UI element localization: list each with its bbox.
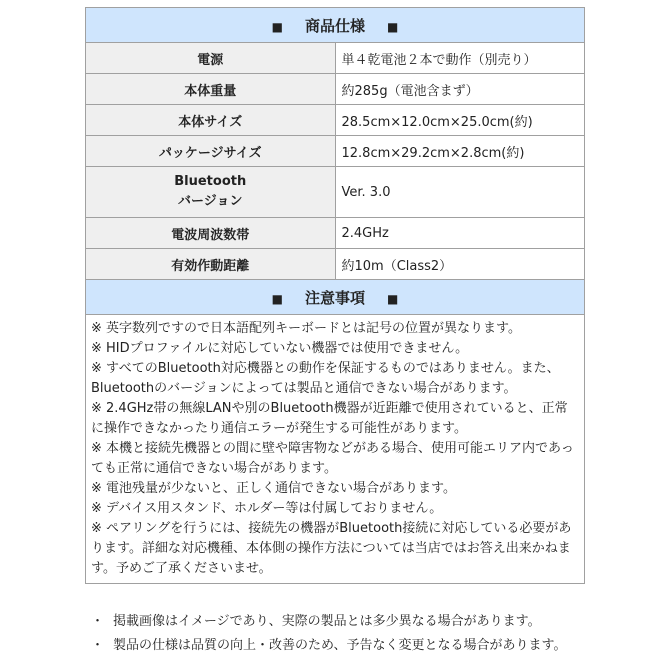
footnote-text: 製品の仕様は品質の向上・改善のため、予告なく変更となる場合があります。 [113,638,567,653]
spec-section-header [86,8,585,43]
square-marker-icon: ■ [271,19,283,34]
note-item: ※ 2.4GHz帯の無線LANや別のBluetooth機器が近距離で使用されていると、正常に操作できなかったり通信エラーが発生する可能性があります。 [91,401,568,436]
footnote-text: 掲載画像はイメージであり、実際の製品とは多少異なる場合があります。 [113,614,541,629]
bullet-icon: ・ [91,614,105,629]
note-item: ※ HIDプロファイルに対応していない機器では使用できません。 [91,341,469,356]
note-item: ※ デバイス用スタンド、ホルダー等は付属しておりません。 [91,501,443,516]
spec-label: 有効作動距離 [86,249,336,280]
square-marker-icon: ■ [271,291,283,306]
spec-value: 約10m（Class2） [335,249,585,280]
notes-list [86,315,585,584]
square-marker-icon: ■ [387,19,399,34]
spec-label: パッケージサイズ [86,136,336,167]
spec-value: 12.8cm×29.2cm×2.8cm(約) [335,136,585,167]
note-item: ※ 電池残量が少ないと、正しく通信できない場合があります。 [91,481,456,496]
spec-label [86,167,336,218]
note-item: ※ 英字数列ですので日本語配列キーボードとは記号の位置が異なります。 [91,321,521,336]
spec-label-line: バージョン [178,194,243,209]
square-marker-icon: ■ [387,291,399,306]
spec-value: 2.4GHz [335,218,585,249]
note-item: ※ すべてのBluetooth対応機器との動作を保証するものではありません。また、Bluetoothのバージョンによっては製品と通信できない場合があります。 [91,361,560,396]
spec-label: 電源 [86,43,336,74]
note-item: ※ 本機と接続先機器との間に壁や障害物などがある場合、使用可能エリア内であっても正常に通信できない場合があります。 [91,441,574,476]
product-spec-table [85,7,585,584]
spec-row-package-size [86,136,585,167]
footnotes-list [85,610,585,658]
spec-label: 本体重量 [86,74,336,105]
footnote-item [85,634,585,658]
spec-row-weight [86,74,585,105]
spec-row-frequency [86,218,585,249]
spec-row-range [86,249,585,280]
spec-value: 約285g（電池含まず） [335,74,585,105]
spec-section-title: 商品仕様 [304,16,365,35]
spec-label-line: Bluetooth [174,174,247,189]
spec-value: 単４乾電池２本で動作（別売り） [335,43,585,74]
footnote-item [85,610,585,634]
spec-value: 28.5cm×12.0cm×25.0cm(約) [335,105,585,136]
spec-row-body-size [86,105,585,136]
spec-label: 本体サイズ [86,105,336,136]
spec-value: Ver. 3.0 [335,167,585,218]
spec-row-power [86,43,585,74]
bullet-icon: ・ [91,638,105,653]
notes-section-title: 注意事項 [304,288,365,307]
spec-label: 電波周波数帯 [86,218,336,249]
notes-section-header [86,280,585,315]
note-item: ※ ペアリングを行うには、接続先の機器がBluetooth接続に対応している必要があります。詳細な対応機種、本体側の操作方法については当店ではお答え出来かねます。予めご了承くださいませ。 [91,521,572,576]
spec-row-bluetooth-version [86,167,585,218]
